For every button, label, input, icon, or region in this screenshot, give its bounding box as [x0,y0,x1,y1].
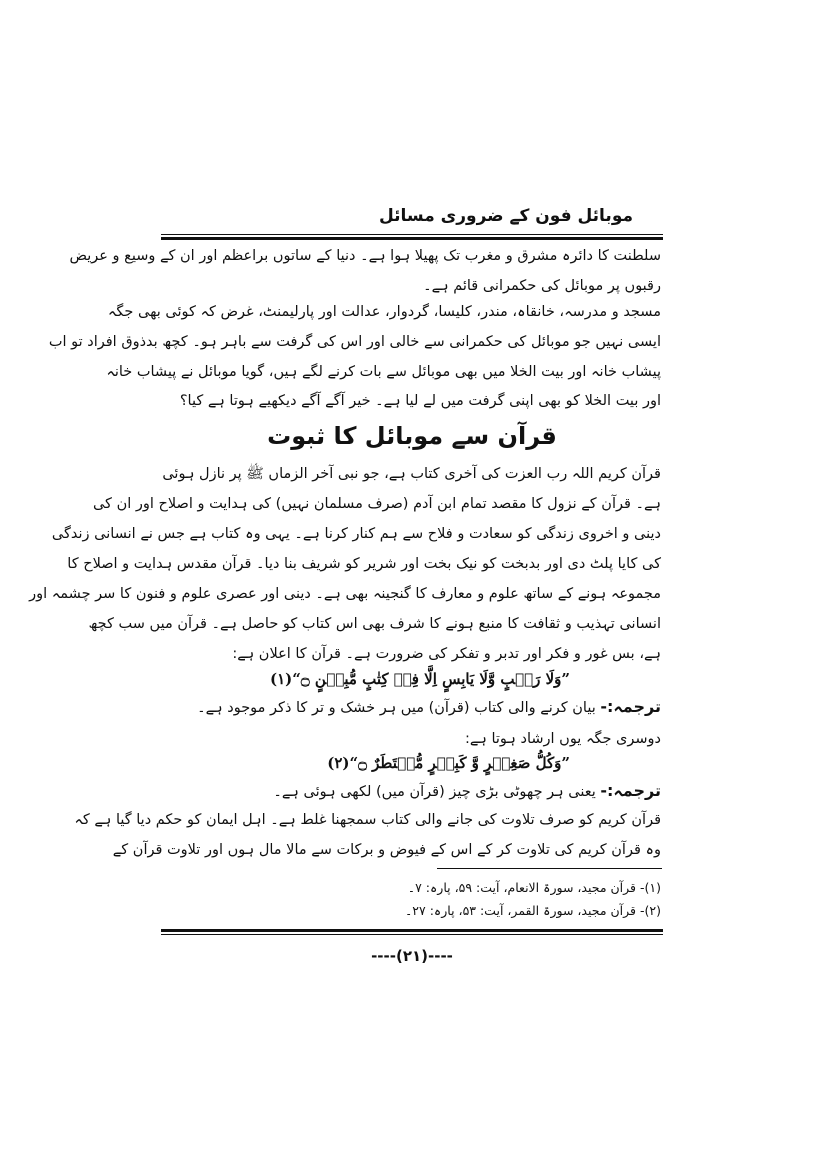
translation-label: ترجمہ:- [600,697,661,716]
section-heading: قرآن سے موبائل کا ثبوت [267,422,557,450]
translation-text: یعنی ہر چھوٹی بڑی چیز (قرآن میں) لکھی ہوئی ہے۔ [273,784,596,800]
footnote-2: (۲)- قرآن مجید، سورۃ القمر، آیت: ۵۳، پارہ: ۲۷۔ [404,903,661,918]
footnote-1: (۱)- قرآن مجید، سورۃ الانعام، آیت: ۵۹، پارہ: ۷۔ [407,880,661,895]
paragraph-line: قرآن کریم کو صرف تلاوت کی جانے والی کتاب سمجھنا غلط ہے۔ اہل ایمان کو حکم دیا گیا ہے کہ [74,812,661,828]
footer-rule-thin [161,934,663,935]
paragraph-line: ہے، بس غور و فکر اور تدبر و تفکر کی ضرورت ہے۔ قرآن کا اعلان ہے: [232,646,661,662]
footer-rule-thick [161,929,663,932]
page-number: ----(۲۱)---- [371,947,453,965]
paragraph-line: پیشاب خانہ اور بیت الخلا میں بھی موبائل سے بات کرنے لگے ہیں، گویا موبائل نے پیشاب خانہ [106,364,661,380]
paragraph-line: مجموعہ ہونے کے ساتھ علوم و معارف کا گنجینہ بھی ہے۔ دینی اور عصری علوم و فنون کا سر چشمہ اور [29,586,661,602]
paragraph-line: قرآن کریم اللہ رب العزت کی آخری کتاب ہے، جو نبی آخر الزماں ﷺ پر نازل ہوئی [162,466,661,482]
running-head: موبائل فون کے ضروری مسائل [378,206,633,226]
translation-text: بیان کرنے والی کتاب (قرآن) میں ہر خشک و تر کا ذکر موجود ہے۔ [197,700,596,716]
paragraph-line: دینی و اخروی زندگی کو سعادت و فلاح سے ہم کنار کرنا ہے۔ یہی وہ کتاب ہے جس نے انسانی زندگی [51,526,661,542]
paragraph-line: رقبوں پر موبائل کی حکمرانی قائم ہے۔ [423,278,661,294]
paragraph-line: اور بیت الخلا کو بھی اپنی گرفت میں لے لیا ہے۔ خیر آگے آگے دیکھیے ہوتا ہے کیا؟ [179,393,661,409]
paragraph-line: ایسی نہیں جو موبائل کی حکمرانی سے خالی اور اس کی گرفت سے باہر ہو۔ کچھ بدذوق افراد تو اب [48,334,661,350]
second-place-intro: دوسری جگہ یوں ارشاد ہوتا ہے: [464,731,661,747]
paragraph-line: سلطنت کا دائرہ مشرق و مغرب تک پھیلا ہوا ہے۔ دنیا کے ساتوں براعظم اور ان کے وسیع و عریض [69,248,661,264]
footnote-separator [437,868,662,869]
quran-verse-2: ”وَكُلُّ صَغِيۡرٍ وَّ كَبِيۡرٍ مُّسۡتَطَرٌ ۝“(۲) [327,754,570,772]
paragraph-line: ہے۔ قرآن کے نزول کا مقصد تمام ابن آدم (صرف مسلمان نہیں) کی ہدایت و اصلاح اور ان کی [92,496,661,512]
paragraph-line: کی کایا پلٹ دی اور بدبخت کو نیک بخت اور شریر کو شریف بنا دیا۔ قرآن مقدس ہدایت و اصلاح کا [67,556,661,572]
paragraph-line: مسجد و مدرسہ، خانقاہ، مندر، کلیسا، گردوار، عدالت اور پارلیمنٹ، غرض کہ کوئی بھی جگہ [107,304,661,320]
translation-label: ترجمہ:- [600,781,661,800]
translation-2 [273,776,661,806]
translation-1 [197,692,661,722]
paragraph-line: وہ قرآن کریم کی تلاوت کر کے اس کے فیوض و برکات سے مالا مال ہوں اور تلاوت قرآن کے [112,842,661,858]
quran-verse-1: ”وَلَا رَطۡبٍ وَّلَا يَابِسٍ اِلَّا فِىۡ كِتٰبٍ مُّبِيۡنٍ ۝“(۱) [270,670,570,688]
paragraph-line: انسانی تہذیب و ثقافت کا منبع ہونے کا شرف بھی اس کتاب کو حاصل ہے۔ قرآن میں سب کچھ [88,616,661,632]
